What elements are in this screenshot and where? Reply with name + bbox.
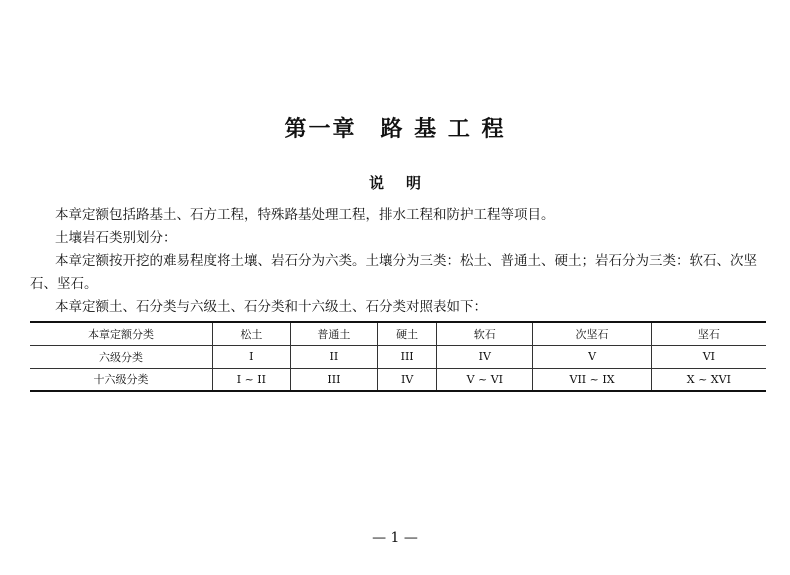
section-title: 说明 [368, 174, 443, 192]
table-header-row [30, 322, 766, 345]
paragraph-scope: 本章定额包括路基土、石方工程，特殊路基处理工程，排水工程和防护工程等项目。 [55, 207, 555, 223]
table-header-cell: 本章定额分类 [30, 322, 213, 345]
table-cell: VII ~ IX [533, 368, 651, 391]
table-cell: 六级分类 [30, 345, 213, 368]
chapter-title: 第一章 路 基 工 程 [284, 116, 506, 142]
table-cell: X ~ XVI [651, 368, 766, 391]
table-cell: V [533, 345, 651, 368]
table-cell: VI [651, 345, 766, 368]
table-cell: II [290, 345, 377, 368]
table-header-cell: 普通土 [290, 322, 377, 345]
table-header-cell: 坚石 [651, 322, 766, 345]
paragraph-classification: 本章定额按开挖的难易程度将土壤、岩石分为六类。土壤分为三类：松土、普通土、硬土；岩石分为三类：软石、次坚石、坚石。 [30, 253, 757, 292]
table-cell: IV [378, 368, 437, 391]
paragraph-table-intro: 本章定额土、石分类与六级土、石分类和十六级土、石分类对照表如下： [55, 299, 487, 315]
table-cell: V ~ VI [437, 368, 533, 391]
table-header-cell: 次坚石 [533, 322, 651, 345]
table-cell: I [213, 345, 291, 368]
table-cell: III [378, 345, 437, 368]
table-cell: IV [437, 345, 533, 368]
table-cell: 十六级分类 [30, 368, 213, 391]
table-cell: III [290, 368, 377, 391]
body-text [30, 204, 770, 319]
paragraph-classification-heading: 土壤岩石类别划分： [55, 230, 177, 246]
table-row [30, 345, 766, 368]
table-row [30, 368, 766, 391]
classification-table [30, 321, 766, 392]
table-header-cell: 软石 [437, 322, 533, 345]
table-header-cell: 松土 [213, 322, 291, 345]
page-number: — 1 — [372, 530, 418, 546]
table-cell: I ~ II [213, 368, 291, 391]
table-header-cell: 硬土 [378, 322, 437, 345]
